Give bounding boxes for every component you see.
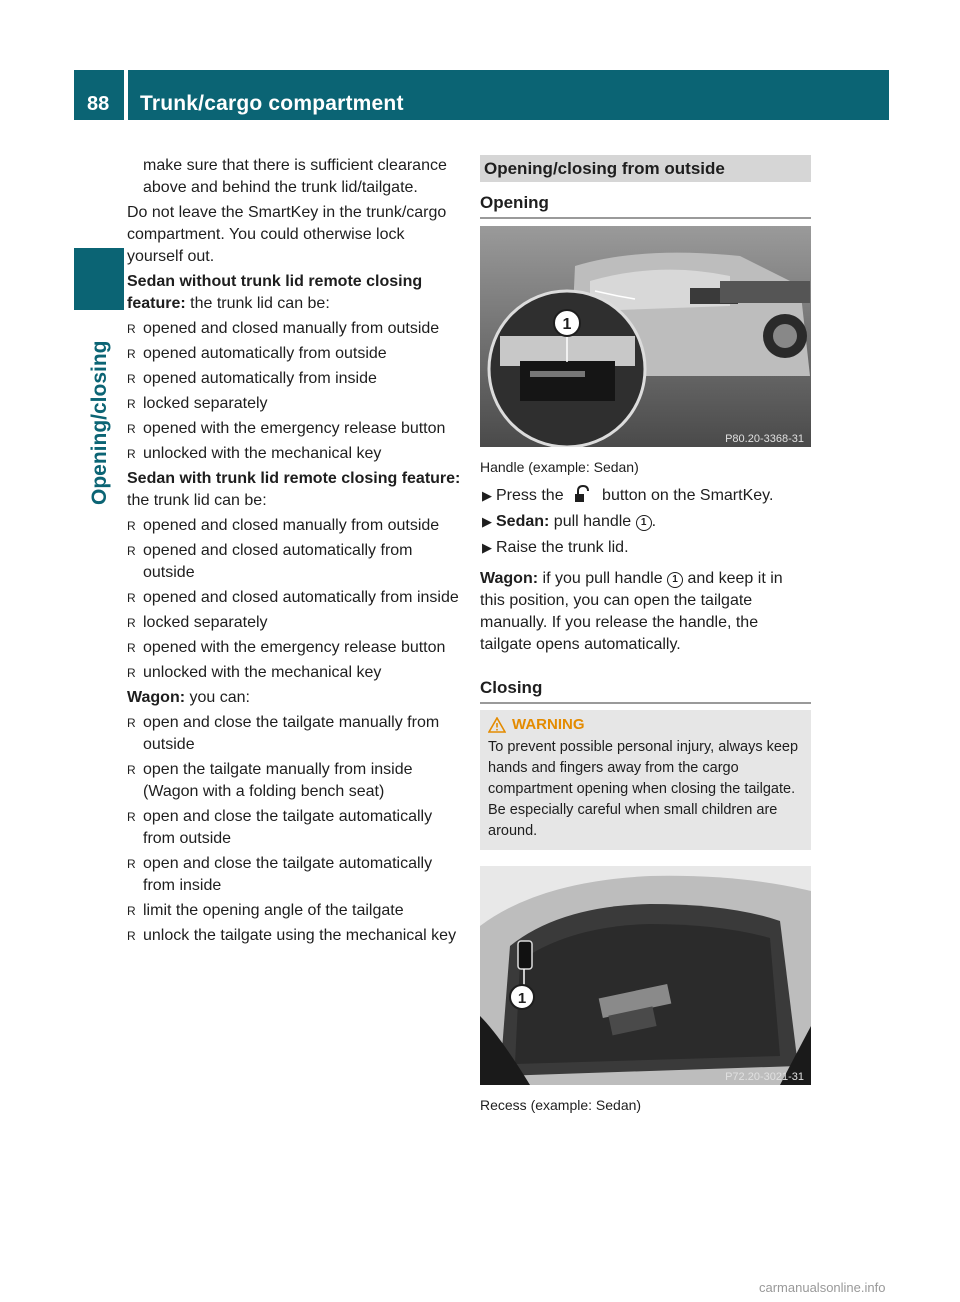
- step-2: ▶ Sedan: pull handle 1 .: [480, 511, 811, 533]
- list-item: R open and close the tailgate automatically from outside: [127, 808, 433, 847]
- footer-watermark[interactable]: carmanualsonline.info: [759, 1280, 886, 1295]
- callout-number: 1: [636, 515, 652, 531]
- list-item: R opened automatically from inside: [127, 370, 377, 387]
- image2-callout: 1: [517, 990, 527, 1007]
- warning-header: WARNING: [488, 716, 803, 733]
- list-item: R limit the opening angle of the tailgate: [127, 902, 404, 919]
- unlock-icon: [574, 485, 596, 503]
- list-item: R unlocked with the mechanical key: [127, 445, 382, 462]
- page-title: Trunk/cargo compartment: [128, 70, 889, 120]
- list-item: R locked separately: [127, 395, 268, 412]
- image1-code: P80.20-3368-31: [725, 433, 804, 445]
- step-arrow-icon: ▶: [482, 488, 492, 503]
- list-item: R open and close the tailgate manually from outside: [127, 714, 440, 753]
- left-column: [127, 155, 463, 950]
- step-arrow-icon: ▶: [482, 514, 492, 529]
- wagon-intro: Wagon: you can:: [127, 689, 250, 706]
- warning-text: To prevent possible personal injury, always keep hands and fingers away from the cargo compartment opening when closing the tailgate. Be especially careful when small children are around.: [488, 739, 799, 839]
- sedan-no-remote-intro: Sedan without trunk lid remote closing feature: the trunk lid can be:: [127, 273, 423, 312]
- image2-code: P72.20-3021-31: [725, 1071, 804, 1083]
- step-3: ▶ Raise the trunk lid.: [480, 537, 811, 559]
- caption-recess: Recess (example: Sedan): [480, 1097, 642, 1113]
- intro-continuation: make sure that there is sufficient clearance above and behind the trunk lid/tailgate.: [143, 157, 447, 196]
- list-item: R opened with the emergency release button: [127, 420, 446, 437]
- side-tab-marker: [74, 248, 124, 310]
- image1-callout: 1: [562, 316, 572, 333]
- list-item: R opened and closed automatically from inside: [127, 589, 459, 606]
- caption-handle: Handle (example: Sedan): [480, 459, 639, 475]
- list-item: R opened and closed automatically from outside: [127, 542, 413, 581]
- list-item: R opened with the emergency release button: [127, 639, 446, 656]
- smartkey-note: Do not leave the SmartKey in the trunk/cargo compartment. You could otherwise lock yourself out.: [127, 204, 447, 265]
- handle-image: [480, 226, 811, 447]
- list-item: R unlock the tailgate using the mechanical key: [127, 927, 457, 944]
- section-title-bar: [480, 155, 811, 182]
- section-title: Opening/closing from outside: [484, 159, 725, 178]
- list-item: R open the tailgate manually from inside (Wagon with a folding bench seat): [127, 761, 413, 800]
- callout-number: 1: [667, 572, 683, 588]
- list-item: R opened automatically from outside: [127, 345, 387, 362]
- list-item: R opened and closed manually from outside: [127, 320, 440, 337]
- side-tab-label: Opening/closing: [88, 340, 111, 505]
- list-item: R unlocked with the mechanical key: [127, 664, 382, 681]
- list-item: R locked separately: [127, 614, 268, 631]
- step-1: ▶ Press the button on the SmartKey.: [480, 485, 811, 507]
- closing-heading: Closing: [480, 678, 811, 704]
- opening-heading: Opening: [480, 193, 811, 219]
- list-item: R opened and closed manually from outside: [127, 517, 440, 534]
- page-number: 88: [74, 70, 124, 120]
- sedan-remote-intro: Sedan with trunk lid remote closing feature: the trunk lid can be:: [127, 470, 461, 509]
- list-item: R open and close the tailgate automatically from inside: [127, 855, 433, 894]
- wagon-note: Wagon: if you pull handle 1 and keep it in this position, you can open the tailgate manually. If you release the handle, the tailgate opens automatically.: [480, 570, 783, 653]
- warning-box: [480, 710, 811, 850]
- step-arrow-icon: ▶: [482, 540, 492, 555]
- recess-image: [480, 866, 811, 1085]
- warning-triangle-icon: [488, 717, 506, 733]
